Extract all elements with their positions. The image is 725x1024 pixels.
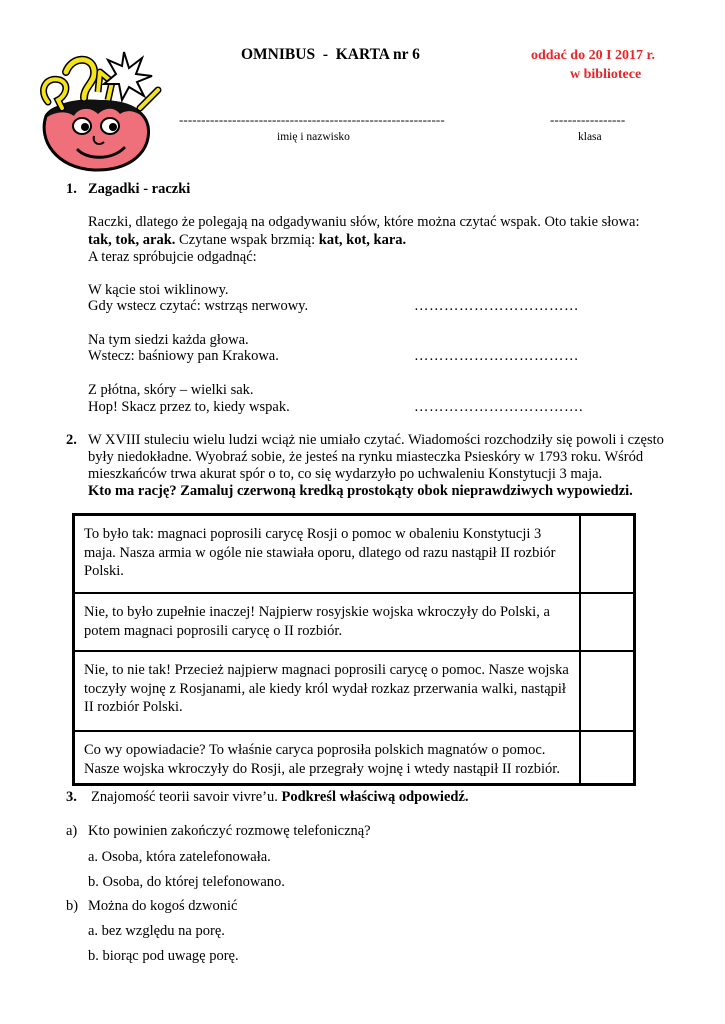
question-a-text: Kto powinien zakończyć rozmowę telefoniczną? [88,823,371,839]
riddle-1-line2: Gdy wstecz czytać: wstrząs nerwowy. [88,298,309,314]
statement-row [75,732,633,783]
section-2-number: 2. [66,432,77,448]
example-reversed-words: kat, kot, kara. [318,232,407,248]
riddle-2-line2: Wstecz: baśniowy pan Krakowa. [88,348,279,364]
section-3-instruction: Podkreśl właściwą odpowiedź. [281,789,469,805]
riddle-2-line1: Na tym siedzi każda głowa. [88,332,249,348]
section-2-para-line1: W XVIII stuleciu wielu ludzi wciąż nie umiało czytać. Wiadomości rozchodziły się powoli i często [88,432,664,448]
name-field-line[interactable]: ------------------------------------------------------------ [179,112,445,127]
section-1-intro-line2 [88,231,406,249]
statement-text-4: Co wy opowiadacie? To właśnie caryca poprosiła polskich magnatów o pomoc. Nasze wojska wkroczyły do Rosji, ale przegrały wojnę i wtedy nastąpił II rozbiór. [84,742,560,777]
question-a-option-a[interactable]: a. Osoba, która zatelefonowała. [88,849,271,865]
statement-row [75,516,633,594]
question-b-option-b[interactable]: b. biorąc pod uwagę porę. [88,948,239,964]
question-a-option-b[interactable]: b. Osoba, do której telefonowano. [88,874,285,890]
section-3-number: 3. [66,789,77,805]
class-field-line[interactable]: ----------------- [550,112,626,127]
statement-1-color-box[interactable] [579,516,633,592]
section-1-intro-line3: A teraz spróbujcie odgadnąć: [88,249,257,265]
riddle-2-answer-field[interactable]: …………………………… [414,348,579,364]
riddle-3-line2: Hop! Skacz przez to, kiedy wspak. [88,399,290,415]
riddle-3-line1: Z płótna, skóry – wielki sak. [88,382,254,398]
statement-4-color-box[interactable] [579,732,633,783]
example-words: tak, tok, arak. [88,232,176,248]
omnibus-mascot-logo [28,42,180,172]
due-location-line: w bibliotece [570,67,642,82]
statement-text-3: Nie, to nie tak! Przecież najpierw magnaci poprosili carycę o pomoc. Nasze wojska toczyły wojnę z Rosjanami, ale kiedy król wydał rozkaz przerwania walki, nastąpił II rozbiór Polski. [84,662,569,715]
section-1-number: 1. [66,181,77,197]
due-date-note [531,46,671,84]
question-b-text: Można do kogoś dzwonić [88,898,238,914]
statement-2-color-box[interactable] [579,594,633,650]
question-b-option-a[interactable]: a. bez względu na porę. [88,923,225,939]
statement-3-color-box[interactable] [579,652,633,730]
section-1-heading: Zagadki - raczki [88,181,191,197]
question-a-letter: a) [66,823,78,839]
example-connector: Czytane wspak brzmią: [175,232,319,248]
question-b-letter: b) [66,898,79,914]
riddle-1-answer-field[interactable]: …………………………… [414,298,579,314]
due-date-line: oddać do 20 I 2017 r. [531,48,655,63]
statement-text-1: To było tak: magnaci poprosili carycę Rosji o pomoc w obaleniu Konstytucji 3 maja. Nasza armia w ogóle nie stawiała oporu, dlatego od razu nastąpił II rozbiór Polski. [84,526,556,579]
section-2-instruction: Kto ma rację? Zamaluj czerwoną kredką prostokąty obok nieprawdziwych wypowiedzi. [88,483,633,499]
section-3-topic: Znajomość teorii savoir vivre’u. [91,789,282,805]
statement-row [75,652,633,732]
class-field-label: klasa [578,131,602,143]
name-field-label: imię i nazwisko [277,131,350,143]
statements-table [72,513,636,786]
section-1-intro-line1: Raczki, dlatego że polegają na odgadywaniu słów, które można czytać wspak. Oto takie słowa: [88,214,640,230]
riddle-3-answer-field[interactable]: ……………………………. [414,399,584,415]
statement-row [75,594,633,652]
section-2-para-line2: były niedokładne. Wyobraź sobie, że jesteś na rynku miasteczka Psieskóry w 1793 roku. Wśród [88,449,644,465]
worksheet-title: OMNIBUS - KARTA nr 6 [241,46,420,63]
section-2-para-line3: mieszkańców trwa akurat spór o to, co się wydarzyło po uchwaleniu Konstytucji 3 maja. [88,466,603,482]
statement-text-2: Nie, to było zupełnie inaczej! Najpierw rosyjskie wojska wkroczyły do Polski, a potem magnaci poprosili carycę o II rozbiór. [84,604,550,639]
section-3-lead [91,788,469,806]
riddle-1-line1: W kącie stoi wiklinowy. [88,282,229,298]
